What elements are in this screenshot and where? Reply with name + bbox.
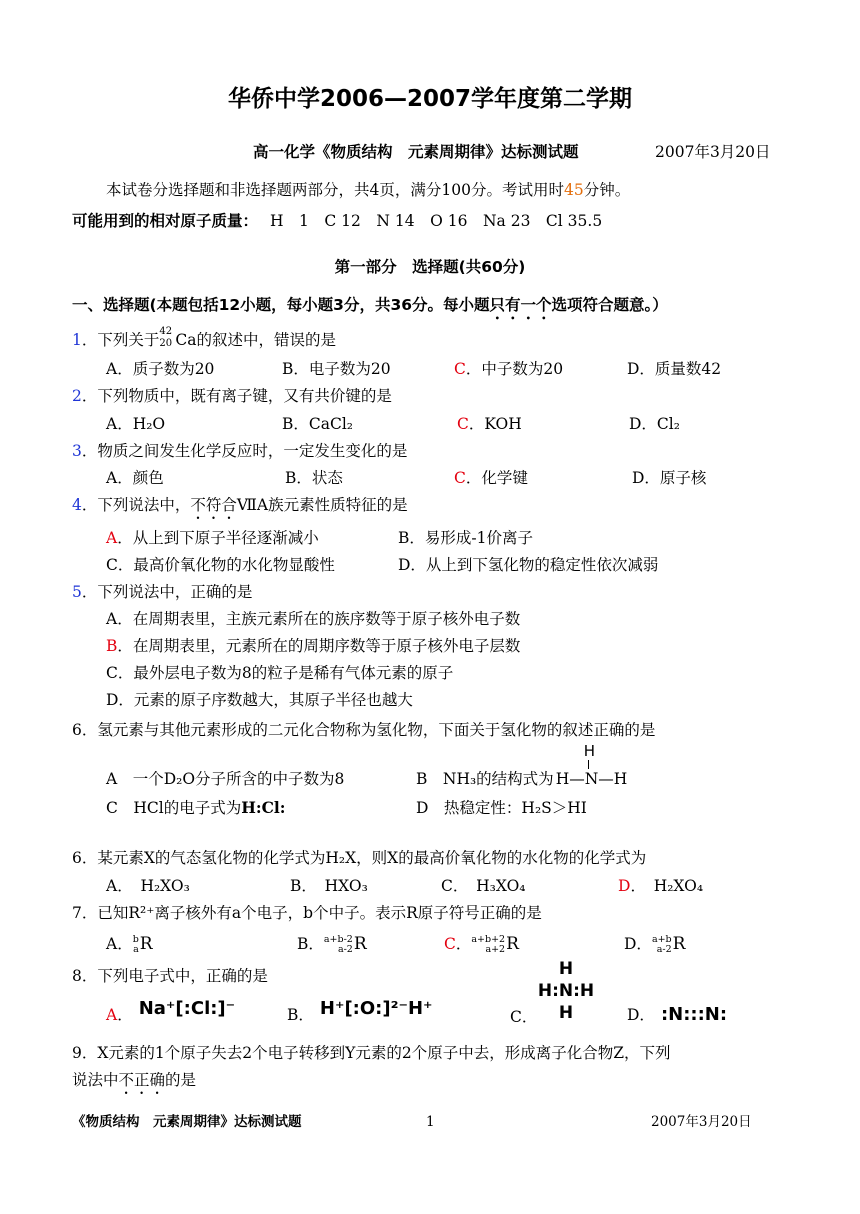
option-text: ．在周期表里，元素所在的周期序数等于原子核外电子层数 [117,637,521,655]
option-a[interactable]: A．质子数为20 [106,360,215,378]
mass-index: a+b [651,933,672,945]
water-electron-formula: H⁺[:O:]²⁻H⁺ [319,998,433,1019]
question-number: 2 [72,387,82,405]
question-text-tail: ⅦA族元素性质特征的是 [236,496,408,514]
option-b[interactable]: B．CaCl₂ [282,415,354,433]
formula-middle: H:N:H [537,981,595,1002]
footer-date: 2007年3月20日 [651,1114,752,1130]
option-a[interactable] [106,934,153,955]
option-b[interactable]: B． HXO₃ [290,877,368,895]
question-text-tail: 的叙述中，错误的是 [196,331,337,349]
nh3-electron-formula [531,958,601,1024]
option-letter: B． [297,935,324,953]
option-b[interactable] [416,742,628,789]
question-8: 8．下列电子式中，正确的是 [72,967,268,985]
emphasis-text: 不正确 [118,1071,166,1089]
question-number: 5 [72,583,82,601]
question-text: ．物质之间发生化学反应时，一定发生变化的是 [81,442,408,460]
option-b[interactable] [287,998,433,1026]
option-b[interactable]: B．状态 [285,469,343,487]
option-letter: A． [106,935,133,953]
option-text: ． H₂XO₄ [630,877,704,895]
section-heading-b: 选项符合题意。） [551,296,668,314]
nacl-electron-formula: Na⁺[:Cl:]⁻ [138,998,236,1019]
element-symbol: R [672,934,686,954]
option-d[interactable] [627,1004,727,1026]
option-text: B NH₃的结构式为 [416,770,554,788]
question-text-tail: 的是 [165,1071,197,1089]
question-6a: 6．氢元素与其他元素形成的二元化合物称为氢化物，下面关于氢化物的叙述正确的是 [72,721,656,739]
nuclide-indices [652,935,672,956]
option-b[interactable] [106,637,520,656]
formula-top-h: H [558,959,574,979]
option-c[interactable] [454,469,528,488]
answer-letter: A [106,1006,118,1024]
mass-index: a+b+2 [471,933,506,945]
footer-title: 《物质结构 元素周期律》达标测试题 [72,1114,302,1130]
question-9-line-2 [72,1071,196,1098]
structure-top-h: H [583,742,595,760]
option-d[interactable] [624,934,685,955]
emphasis-text: 不符合 [190,496,237,514]
question-7: 7．已知R²⁺离子核外有a个电子，b个中子。表示R原子符号正确的是 [72,904,542,922]
option-c[interactable] [444,934,519,955]
option-d[interactable]: D．质量数42 [627,360,722,378]
intro-part-a: 本试卷分选择题和非选择题两部分，共4页，满分100分。考试用时 [106,181,564,199]
option-b[interactable]: B．易形成-1价离子 [398,529,533,547]
option-a[interactable] [106,998,236,1026]
answer-letter: A [106,529,118,547]
question-text: ．下列关于 [81,331,160,349]
n2-electron-formula: :N:::N: [660,1004,728,1025]
option-text: ．KOH [468,415,522,433]
option-text: ．从上到下原子半径逐渐减小 [117,529,319,547]
hcl-electron-formula: H:Cl: [241,798,286,817]
atomic-index: a-2 [656,944,672,955]
section-heading [72,296,668,323]
answer-letter: B [106,637,118,655]
question-text: ．下列说法中， [81,496,191,514]
question-9: 9．X元素的1个原子失去2个电子转移到Y元素的2个原子中去，形成离子化合物Z，下列 [72,1044,671,1062]
option-d[interactable]: D．Cl₂ [629,415,680,433]
part-one-heading: 第一部分 选择题(共60分) [334,258,526,276]
option-text: ．中子数为20 [465,360,564,378]
question-number: 3 [72,442,82,460]
option-d[interactable]: D 热稳定性：H₂S＞HI [416,799,587,817]
answer-letter: D [618,877,631,895]
option-b[interactable]: B．电子数为20 [282,360,391,378]
option-c[interactable] [457,415,522,434]
atomic-index: a [133,944,139,955]
option-letter: D． [627,1006,655,1024]
option-a[interactable]: A．颜色 [106,469,164,487]
nuclide-indices [133,935,139,956]
option-a[interactable]: A． H₂XO₃ [106,877,190,895]
question-4 [72,496,408,523]
option-letter: D． [624,935,652,953]
option-a[interactable] [106,529,319,548]
option-a[interactable]: A 一个D₂O分子所含的中子数为8 [106,770,345,788]
question-text: ．下列物质中，既有离子键，又有共价键的是 [81,387,392,405]
atomic-index: a+2 [485,944,506,955]
option-d[interactable]: D．从上到下氢化物的稳定性依次减弱 [398,556,659,574]
option-text: ．化学键 [465,469,528,487]
isotope-symbol [159,326,173,351]
atomic-number: 20 [159,338,173,349]
element-symbol: R [139,934,153,954]
option-c[interactable]: C． H₃XO₄ [441,877,526,895]
option-c[interactable] [454,360,563,379]
option-c[interactable]: C．最外层电子数为8的粒子是稀有气体元素的原子 [106,664,454,682]
option-a[interactable]: A．H₂O [106,415,166,433]
option-a[interactable]: A．在周期表里，主族元素所在的族序数等于原子核外电子数 [106,610,521,628]
option-d[interactable]: D．元素的原子序数越大，其原子半径也越大 [106,691,413,709]
question-1 [72,326,337,351]
page-number: 1 [426,1114,435,1130]
option-b[interactable] [297,934,367,955]
question-number: 4 [72,496,82,514]
nuclide-indices [324,935,353,956]
atomic-index: a-2 [337,944,353,955]
question-text: ．下列说法中，正确的是 [81,583,253,601]
element-symbol: R [506,934,519,954]
question-2 [72,387,392,406]
intro-text [106,181,630,200]
question-5 [72,583,252,602]
question-6b: 6．某元素X的气态氢化物的化学式为H₂X，则X的最高价氧化物的水化物的化学式为 [72,849,647,867]
atomic-mass-line [72,212,602,231]
option-d[interactable] [618,877,703,896]
mass-number: 42 [159,326,173,337]
atomic-mass-label: 可能用到的相对原子质量： [72,212,259,230]
answer-letter: C [457,415,469,433]
nh3-structure [555,742,628,789]
question-number: 1 [72,331,82,349]
atomic-mass-values: H 1 C 12 N 14 O 16 Na 23 Cl 35.5 [270,212,603,230]
option-letter: B． [287,1006,314,1024]
structure-vertical-bond [588,760,589,769]
intro-minutes: 45 [563,181,584,199]
formula-bottom-h: H [558,1003,574,1024]
element-symbol: R [353,934,367,954]
option-text: C HCl的电子式为 [106,799,242,817]
question-3 [72,442,407,461]
section-heading-a: 一、选择题(本题包括12小题，每小题3分，共36分。每小题 [72,296,490,314]
header-date: 2007年3月20日 [655,143,771,161]
question-text: 说法中 [72,1071,119,1089]
option-letter: ． [117,1006,133,1024]
option-letter: C． [510,1008,538,1026]
page-title: 华侨中学2006—2007学年度第二学期 [227,86,633,112]
answer-letter: C [454,469,466,487]
answer-letter: C [454,360,466,378]
section-heading-emphasis: 只有一个 [489,296,552,314]
answer-letter: C [444,935,456,953]
intro-part-b: 分钟。 [583,181,631,199]
option-c[interactable]: C．最高价氧化物的水化物显酸性 [106,556,335,574]
option-letter: ． [455,935,472,953]
element-symbol: Ca [175,331,197,349]
option-d[interactable]: D．原子核 [632,469,707,487]
nuclide-indices [471,935,505,956]
structure-formula: H—N—H [555,770,628,788]
mass-index: b [132,933,139,945]
option-c[interactable] [106,799,286,818]
mass-index: a+b-2 [323,933,353,945]
subtitle: 高一化学《物质结构 元素周期律》达标测试题 [253,143,579,161]
